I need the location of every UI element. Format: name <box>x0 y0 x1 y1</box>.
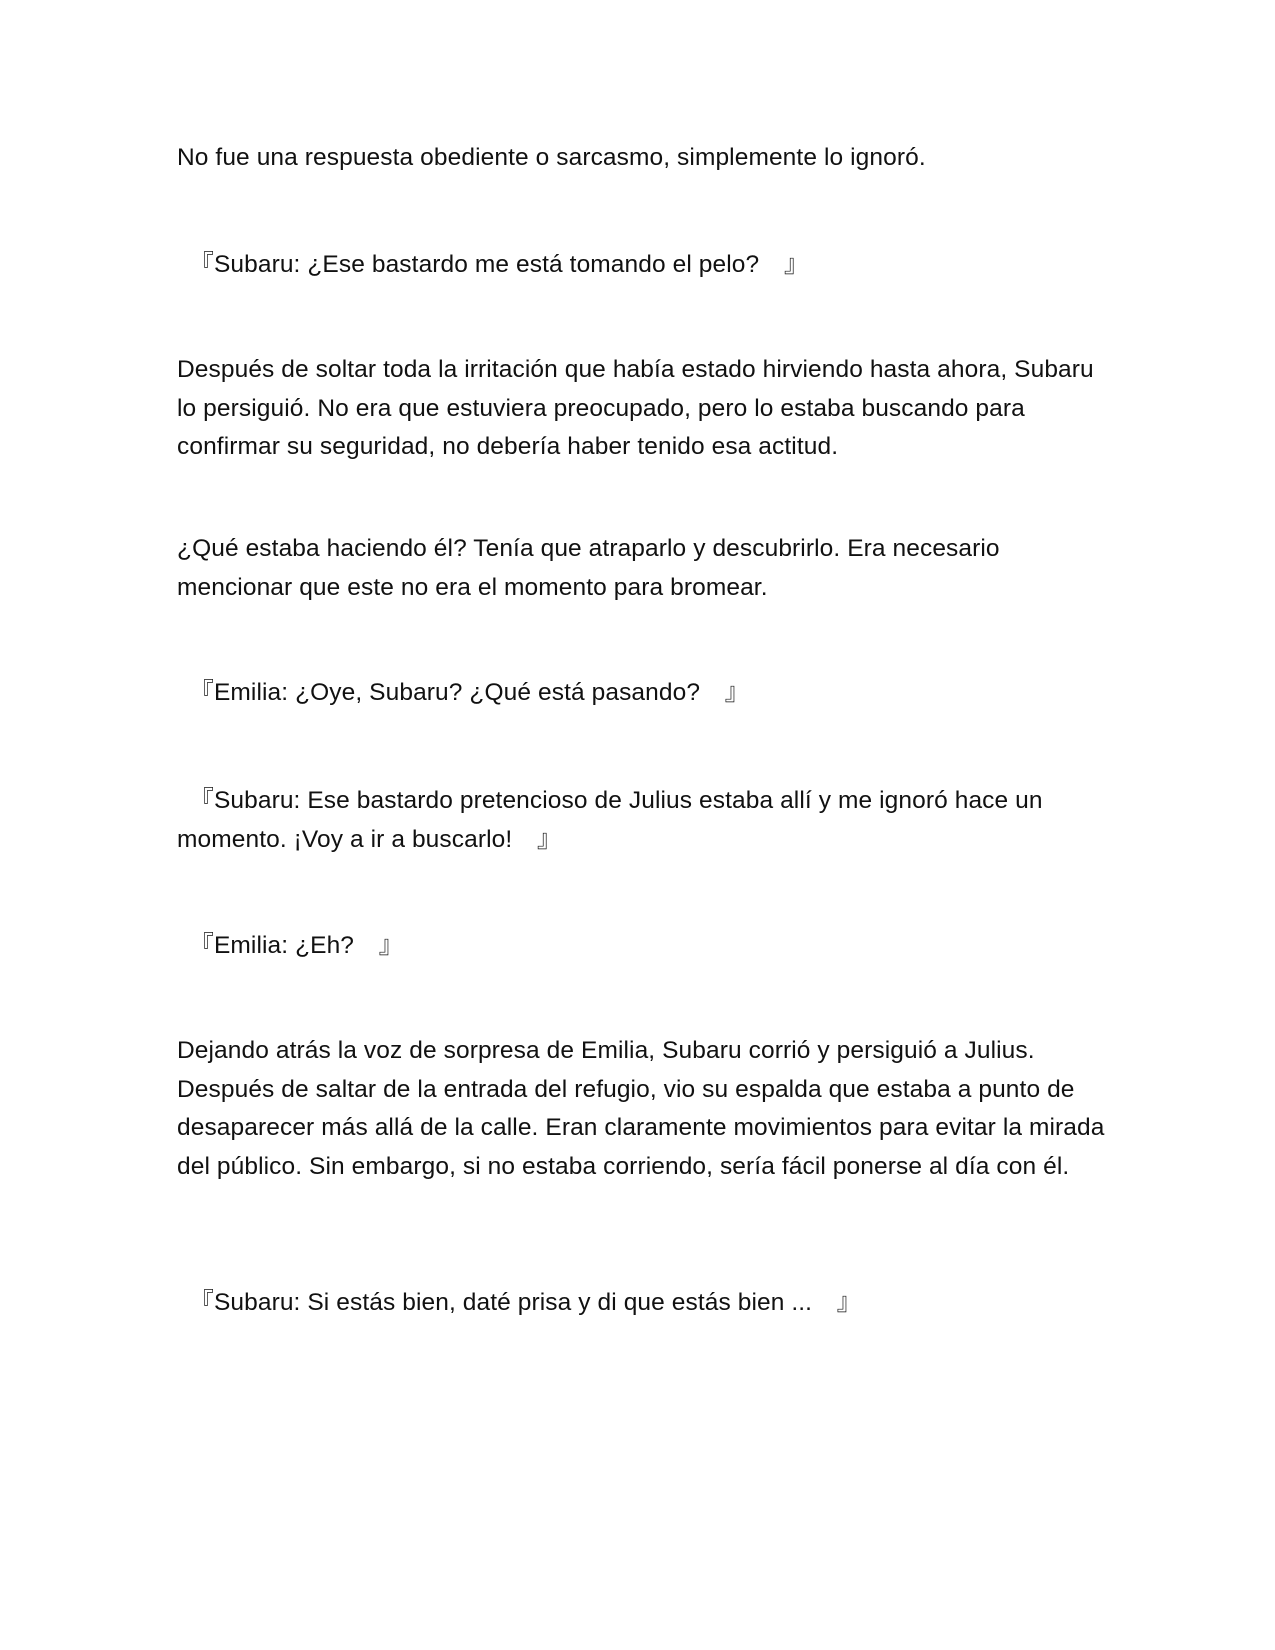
dialogue-subaru-2: 『Subaru: Ese bastardo pretencioso de Julius estaba allí y me ignoró hace un momento. ¡Voy a ir a buscarlo! 』 <box>177 787 1043 853</box>
dialogue-subaru-1: 『Subaru: ¿Ese bastardo me está tomando el pelo? 』 <box>177 251 809 278</box>
narration-paragraph-3: ¿Qué estaba haciendo él? Tenía que atraparlo y descubrirlo. Era necesario mencionar que este no era el momento para bromear. <box>177 535 1000 601</box>
dialogue-subaru-3: 『Subaru: Si estás bien, daté prisa y di que estás bien ... 』 <box>177 1289 862 1316</box>
narration-paragraph-1: No fue una respuesta obediente o sarcasmo, simplemente lo ignoró. <box>177 144 926 171</box>
narration-paragraph-4: Dejando atrás la voz de sorpresa de Emilia, Subaru corrió y persiguió a Julius. Después de saltar de la entrada del refugio, vio su espalda que estaba a punto de desaparecer más allá de la calle. Eran claramente movimientos para evitar la mirada del público. Sin embargo, si no estaba corriendo, sería fácil ponerse al día con él. <box>177 1037 1105 1180</box>
narration-paragraph-2: Después de soltar toda la irritación que había estado hirviendo hasta ahora, Subaru lo persiguió. No era que estuviera preocupado, pero lo estaba buscando para confirmar su seguridad, no debería haber tenido esa actitud. <box>177 356 1094 460</box>
dialogue-emilia-2: 『Emilia: ¿Eh? 』 <box>177 932 404 959</box>
dialogue-emilia-1: 『Emilia: ¿Oye, Subaru? ¿Qué está pasando? 』 <box>177 679 750 706</box>
